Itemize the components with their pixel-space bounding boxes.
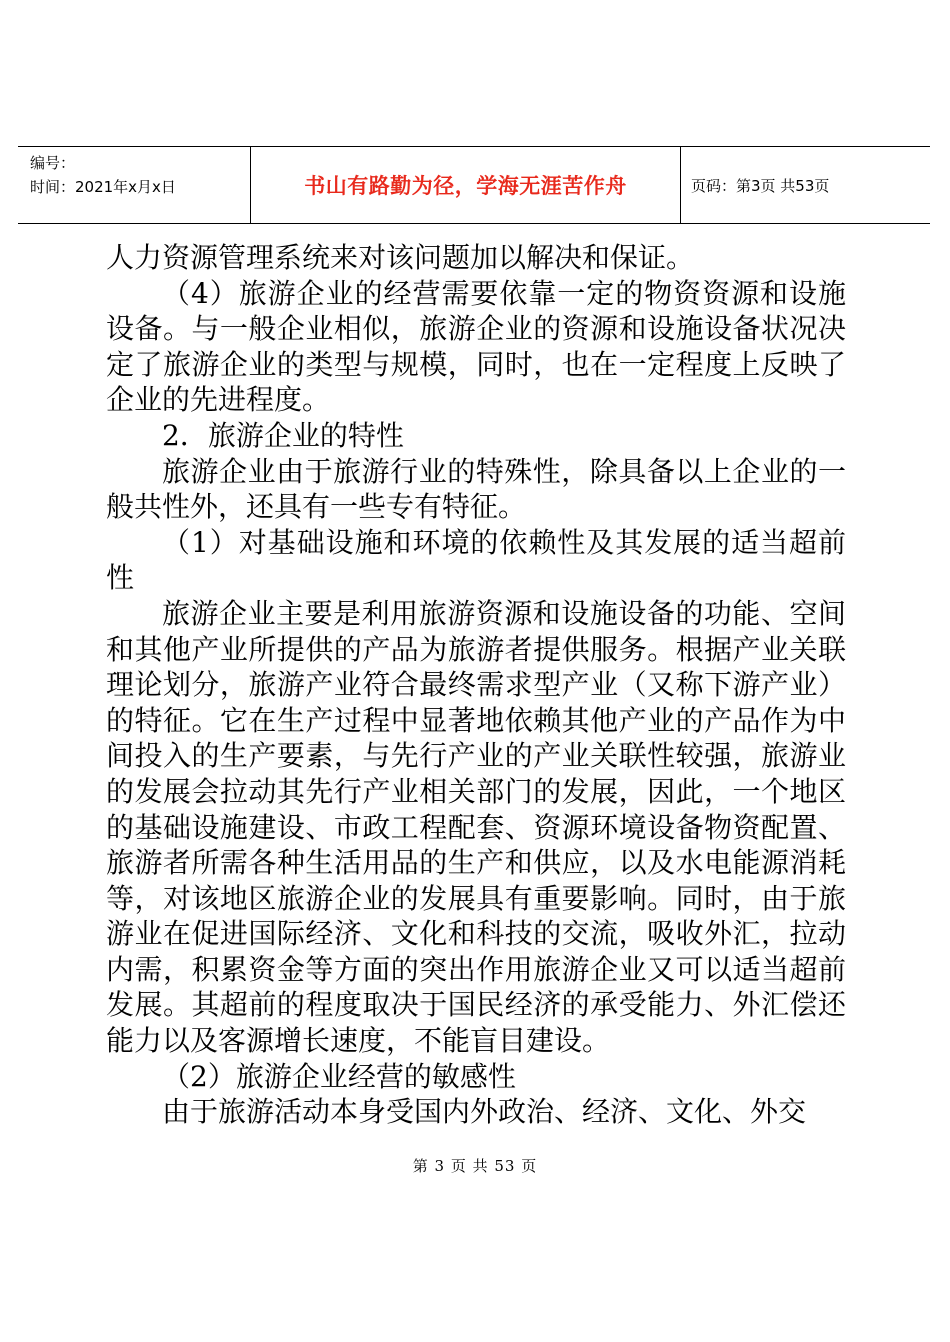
subsection-heading: （2）旅游企业经营的敏感性 — [162, 1059, 516, 1093]
paragraph: （4）旅游企业的经营需要依靠一定的物资资源和设施设备。与一般企业相似，旅游企业的资源和设施设备状况决定了旅游企业的类型与规模，同时，也在一定程度上反映了企业的先进程度。 — [106, 276, 846, 417]
page-footer: 第 3 页 共 53 页 — [412, 1157, 538, 1175]
paragraph: 旅游企业主要是利用旅游资源和设施设备的功能、空间和其他产业所提供的产品为旅游者提供服务。根据产业关联理论划分，旅游产业符合最终需求型产业（又称下游产业）的特征。它在生产过程中显著地依赖其他产业的产品作为中间投入的生产要素，与先行产业的产业关联性较强，旅游业的发展会拉动其先行产业相关部门的发展，因此，一个地区的基础设施建设、市政工程配套、资源环境设备物资配置、旅游者所需各种生活用品的生产和供应，以及水电能源消耗等，对该地区旅游企业的发展具有重要影响。同时，由于旅游业在促进国际经济、文化和科技的交流，吸收外汇，拉动内需，积累资金等方面的突出作用旅游企业又可以适当超前发展。其超前的程度取决于国民经济的承受能力、外汇偿还能力以及客源增长速度，不能盲目建设。 — [106, 596, 846, 1058]
paragraph: 由于旅游活动本身受国内外政治、经济、文化、外交 — [162, 1095, 807, 1129]
page-info: 页码：第3页 共53页 — [691, 176, 830, 195]
motto-text: 书山有路勤为径，学海无涯苦作舟 — [304, 174, 627, 198]
document-body — [106, 240, 846, 1130]
time-label: 时间：2021年x月x日 — [30, 178, 176, 196]
paragraph: 旅游企业由于旅游行业的特殊性，除具备以上企业的一般共性外，还具有一些专有特征。 — [106, 454, 846, 524]
section-heading: 2．旅游企业的特性 — [162, 418, 404, 452]
number-label: 编号： — [30, 154, 76, 172]
header-meta — [18, 147, 251, 223]
header-page-cell — [681, 147, 930, 223]
paragraph: 人力资源管理系统来对该问题加以解决和保证。 — [106, 241, 695, 274]
document-header — [18, 146, 930, 224]
subsection-heading: （1）对基础设施和环境的依赖性及其发展的适当超前性 — [106, 525, 846, 595]
header-motto-cell — [251, 147, 681, 223]
